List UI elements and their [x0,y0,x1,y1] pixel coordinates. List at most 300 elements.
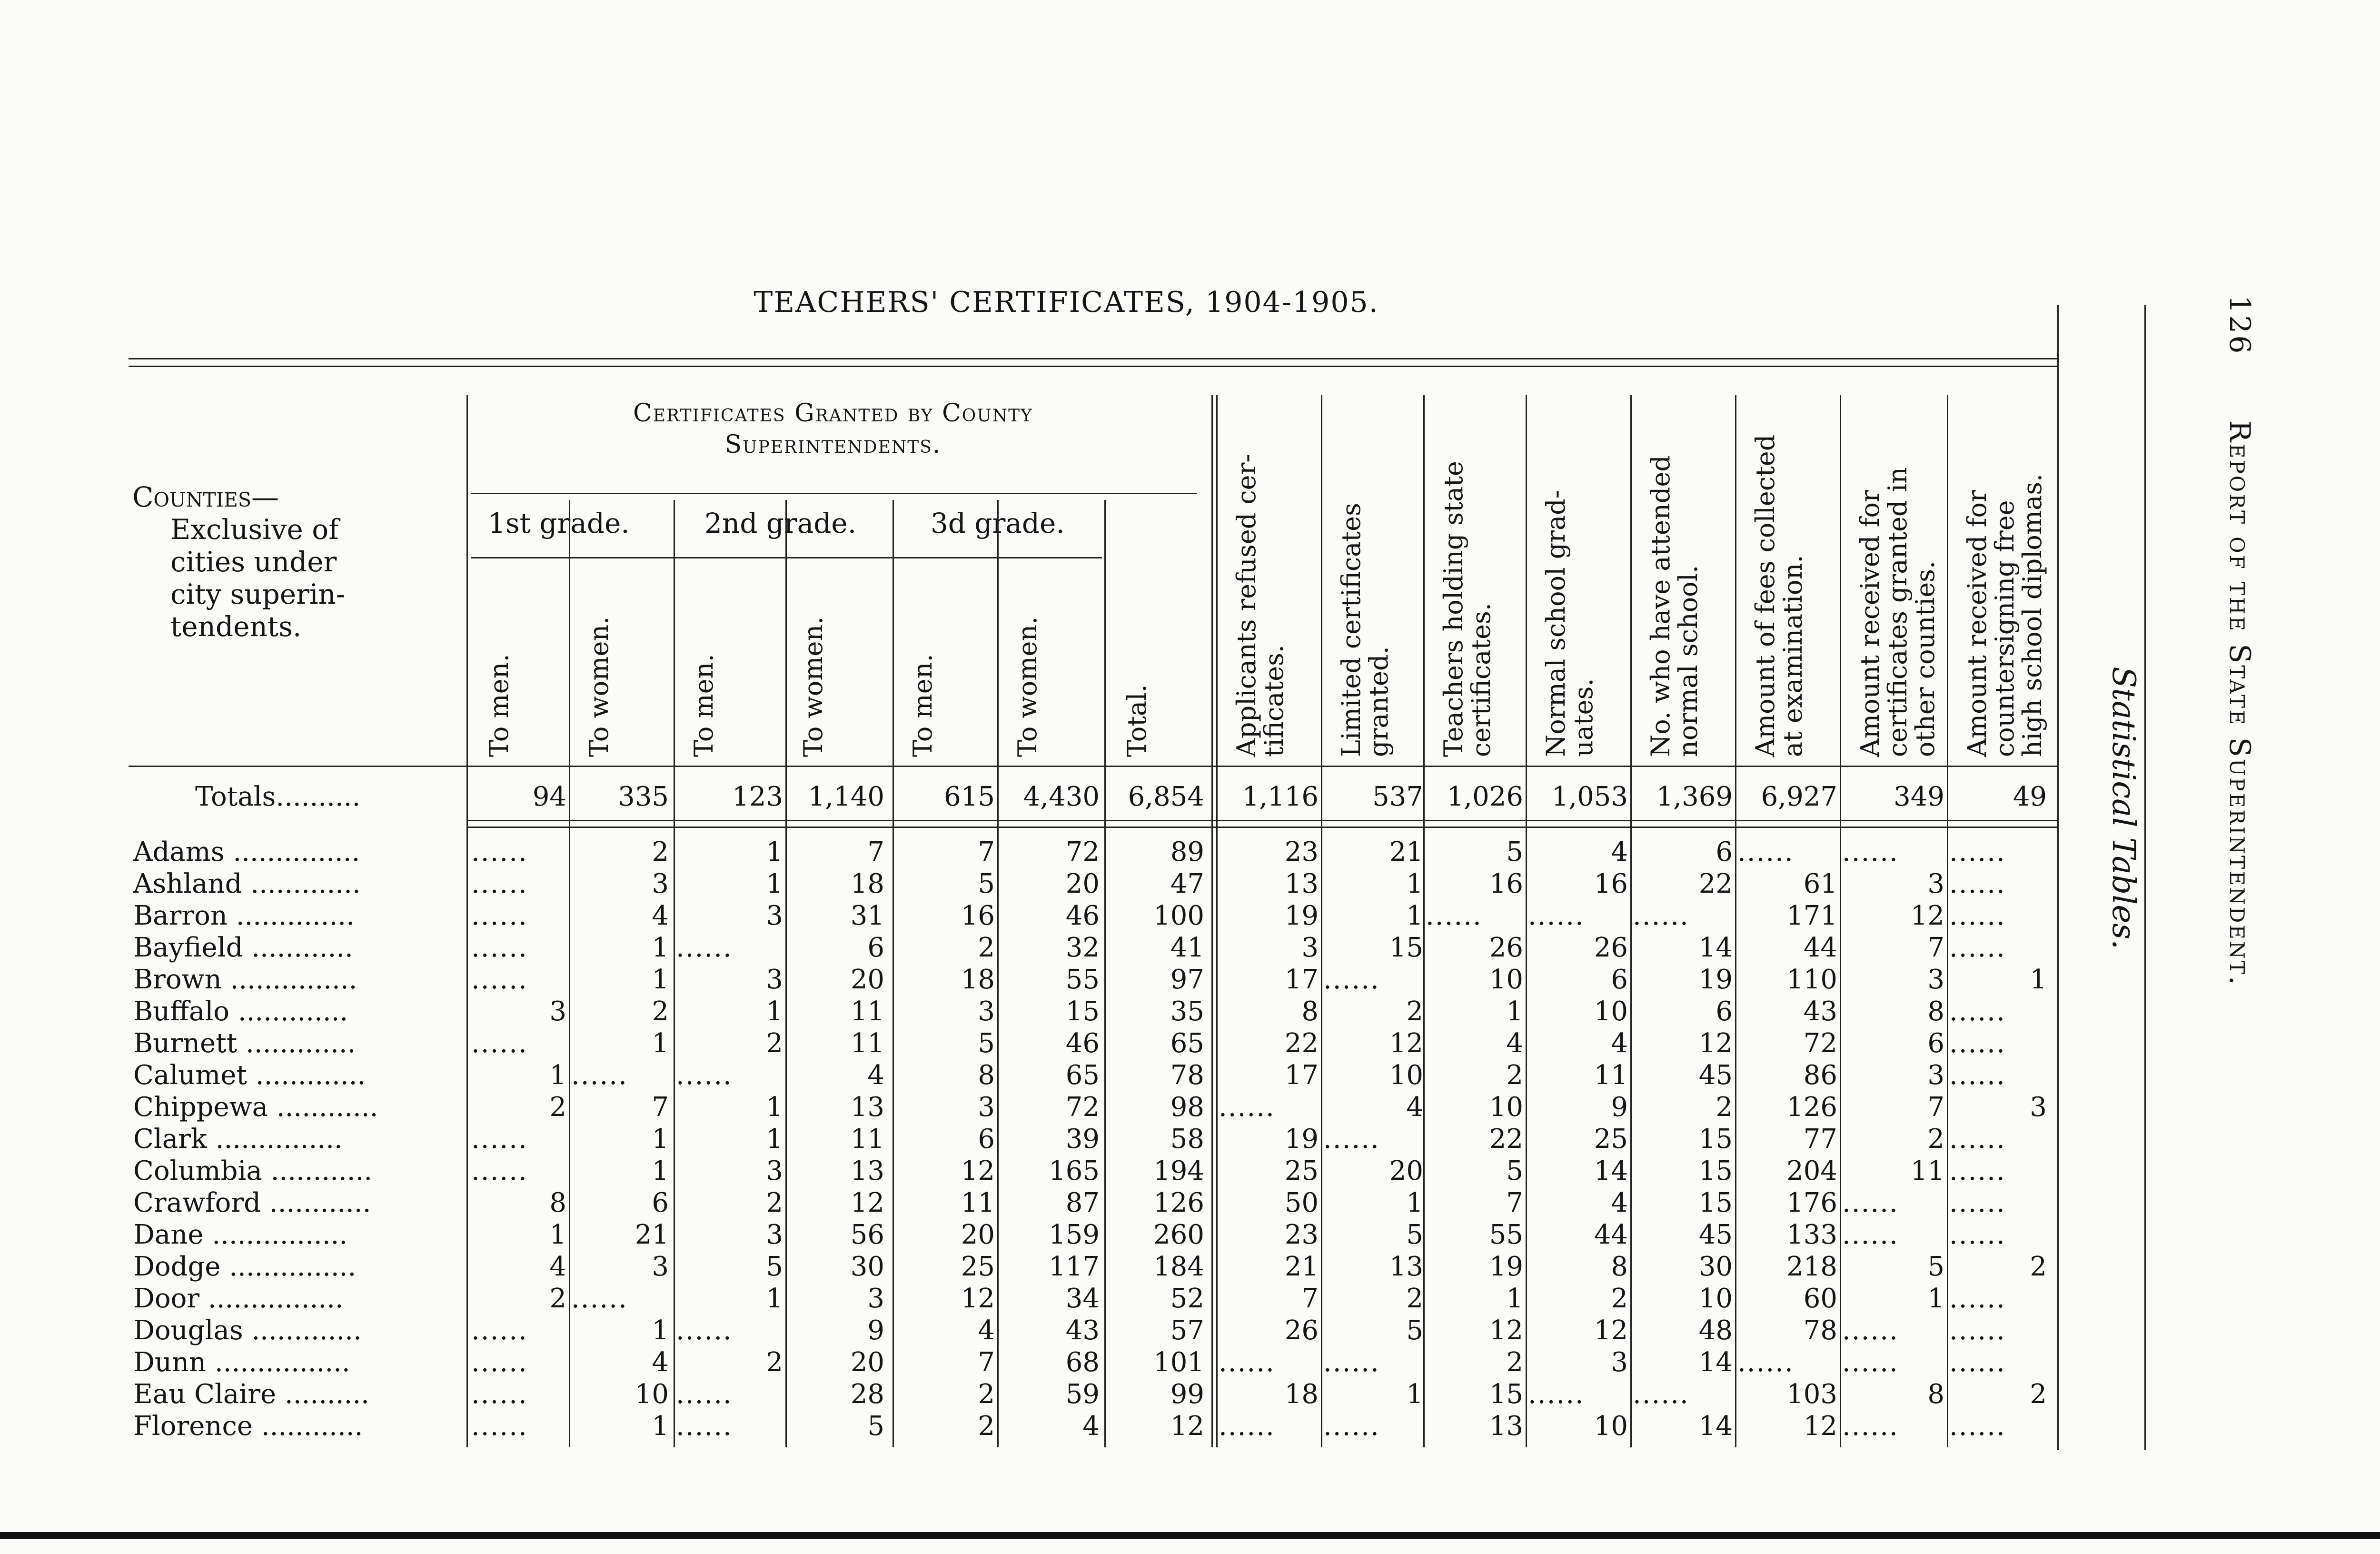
table-cell: 2 [2030,1251,2047,1282]
table-cell: ...... [1842,1219,1899,1250]
column-header-line: To men. [908,654,938,757]
table-cell: 1,140 [808,781,884,812]
table-cell: 12 [850,1187,884,1218]
table-cell: 65 [1065,1060,1100,1091]
table-cell: ...... [1842,1347,1899,1378]
table-cell: 2 [978,1379,995,1410]
counties-header-line: city superin- [170,578,346,610]
running-title [2223,295,2256,987]
column-header [800,424,827,757]
table-cell: 1 [766,996,783,1027]
table-cell: 26 [1284,1315,1319,1346]
table-cell: 6 [1611,964,1628,995]
table-cell: ...... [1219,1092,1275,1123]
table-cell: ...... [1949,1156,2006,1186]
table-cell: 30 [1698,1251,1733,1282]
table-cell: 1 [766,837,783,867]
table-cell: 15 [1698,1156,1733,1186]
grade-1-header: 1st grade. [488,507,630,539]
table-cell: 58 [1170,1124,1204,1155]
table-cell: 30 [850,1251,884,1282]
table-cell: ...... [1949,837,2006,867]
table-cell: ...... [1633,900,1689,931]
table-cell: 25 [1594,1124,1628,1155]
column-rule [1216,395,1218,1447]
table-cell: ...... [1219,1411,1275,1442]
table-cell: ...... [1949,1315,2006,1346]
grade-2-header: 2nd grade. [704,507,857,539]
table-row [0,1155,2047,1187]
table-cell: ...... [1949,932,2006,963]
column-rule [785,500,787,1447]
counties-header-rule [132,766,446,767]
table-cell: 65 [1170,1028,1204,1059]
table-cell: 7 [867,837,884,867]
table-cell: 3 [1301,932,1319,963]
table-cell: 2 [1927,1124,1944,1155]
table-cell: 2 [1406,996,1423,1027]
table-row [0,1027,2047,1059]
table-cell: 2 [549,1283,566,1314]
table-cell: 4 [1082,1411,1100,1442]
column-header [1233,424,1288,757]
table-cell: 1,053 [1551,781,1628,812]
table-cell: 4 [1611,837,1628,867]
table-cell: 1 [652,1156,669,1186]
table-cell: 3 [2030,1092,2047,1123]
table-cell: 17 [1284,964,1319,995]
table-cell: ...... [471,1379,528,1410]
table-cell: 87 [1065,1187,1100,1218]
column-header [1440,424,1495,757]
table-cell: 11 [850,1124,884,1155]
column-header-line: Amount received for [1855,490,1885,757]
table-cell: 20 [850,1347,884,1378]
table-cell: ...... [471,1028,528,1059]
table-cell: 26 [1594,932,1628,963]
table-cell: ...... [1949,1347,2006,1378]
table-cell: 171 [1786,900,1837,931]
table-cell: 52 [1170,1283,1204,1314]
table-cell: 1 [652,964,669,995]
counties-header-line: tendents. [170,610,302,643]
table-cell: 1 [766,1283,783,1314]
table-cell: 86 [1803,1060,1837,1091]
table-cell: 10 [1489,964,1523,995]
table-cell: ...... [676,1411,733,1442]
table-cell: 46 [1065,1028,1100,1059]
table-cell: ...... [571,1060,628,1091]
table-cell: 2 [766,1028,783,1059]
table-cell: 123 [732,781,783,812]
column-header-line: high school diplomas. [2017,473,2047,757]
table-cell: 44 [1594,1219,1628,1250]
table-cell: 18 [961,964,995,995]
table-cell: 2 [652,837,669,867]
table-row [0,1059,2047,1091]
table-cell: 1 [1506,996,1523,1027]
table-cell: 2 [766,1347,783,1378]
table-cell: 1 [1406,868,1423,899]
table-cell: 47 [1170,868,1204,899]
table-cell: 72 [1065,1092,1100,1123]
column-rule [892,500,894,1447]
totals-rule [466,820,2057,821]
table-cell: 22 [1698,868,1733,899]
county-name: Columbia ............ [133,1156,373,1186]
table-cell: 49 [2013,781,2047,812]
table-cell: ...... [1737,837,1794,867]
table-cell: 43 [1065,1315,1100,1346]
table-cell: ...... [1949,868,2006,899]
table-cell: 6 [867,932,884,963]
page-title: TEACHERS' CERTIFICATES, 1904-1905. [754,286,1379,319]
table-cell: ...... [676,932,733,963]
column-header-line: at examination. [1778,555,1808,757]
column-header-line: To women. [1012,616,1042,757]
table-cell: 2 [2030,1379,2047,1410]
table-cell: 59 [1065,1379,1100,1410]
table-cell: ...... [1949,1411,2006,1442]
table-cell: 15 [1698,1187,1733,1218]
table-cell: 97 [1170,964,1204,995]
table-cell: 4 [867,1060,884,1091]
column-header-line: To women. [584,616,614,757]
table-row [0,836,2047,868]
table-cell: 20 [961,1219,995,1250]
table-cell: 9 [867,1315,884,1346]
table-top-rule [129,358,2057,359]
table-cell: ...... [1219,1347,1275,1378]
page-number: 126 [2223,295,2256,356]
running-title-text: Report of the State Superintendent. [2223,420,2256,987]
table-cell: 133 [1786,1219,1837,1250]
table-cell: 11 [961,1187,995,1218]
column-rule [1211,395,1213,1447]
column-header [1856,424,1939,757]
table-cell: 5 [1406,1315,1423,1346]
table-cell: 1 [1406,900,1423,931]
table-cell: 19 [1284,1124,1319,1155]
table-cell: ...... [1633,1379,1689,1410]
table-cell: 4 [1506,1028,1523,1059]
column-header-line: Teachers holding state [1438,461,1468,757]
column-header-line: Amount of fees collected [1750,434,1780,757]
table-cell: 1 [652,932,669,963]
table-cell: 35 [1170,996,1204,1027]
table-cell: 19 [1698,964,1733,995]
table-cell: 184 [1153,1251,1204,1282]
table-cell: 1 [1506,1283,1523,1314]
column-header [1964,424,2046,757]
column-header [486,424,513,757]
table-cell: 1 [652,1411,669,1442]
table-cell: 14 [1594,1156,1628,1186]
table-cell: 12 [961,1156,995,1186]
county-name: Barron .............. [133,900,355,931]
table-cell: ...... [1323,1347,1380,1378]
table-cell: ...... [471,1156,528,1186]
county-name: Calumet ............. [133,1060,366,1091]
table-cell: 1 [652,1028,669,1059]
table-cell: 6,927 [1761,781,1837,812]
table-row [0,1219,2047,1251]
table-cell: 25 [1284,1156,1319,1186]
table-row [0,1410,2047,1442]
table-cell: 3 [766,900,783,931]
county-name: Dunn ................ [133,1347,350,1378]
table-cell: 39 [1065,1124,1100,1155]
table-cell: 1 [1406,1379,1423,1410]
column-rule [997,500,999,1447]
table-row [0,996,2047,1027]
table-cell: 57 [1170,1315,1204,1346]
table-cell: 20 [1389,1156,1423,1186]
column-header-line: No. who have attended [1646,455,1676,757]
table-cell: 7 [1927,932,1944,963]
table-cell: 8 [1927,996,1944,1027]
table-cell: 10 [1489,1092,1523,1123]
table-cell: ...... [1949,1028,2006,1059]
table-cell: ...... [471,1124,528,1155]
table-cell: 537 [1372,781,1423,812]
table-cell: 13 [1489,1411,1523,1442]
table-cell: 3 [766,964,783,995]
table-cell: 14 [1698,1411,1733,1442]
table-cell: ...... [676,1315,733,1346]
table-cell: 34 [1065,1283,1100,1314]
table-cell: 204 [1786,1156,1837,1186]
column-header [1338,424,1393,757]
column-header-line: certificates. [1466,603,1496,757]
table-cell: 18 [1284,1379,1319,1410]
table-cell: 46 [1065,900,1100,931]
table-cell: 13 [850,1092,884,1123]
table-cell: ...... [1949,1060,2006,1091]
table-cell: 4 [549,1251,566,1282]
column-header-line: Normal school grad- [1541,490,1571,757]
column-rule [1735,395,1736,1447]
table-cell: 2 [1611,1283,1628,1314]
table-cell: 11 [850,996,884,1027]
table-cell: 1 [652,1124,669,1155]
column-header [1752,424,1807,757]
table-cell: 4 [1611,1187,1628,1218]
table-cell: 260 [1153,1219,1204,1250]
column-rule [1947,395,1948,1447]
table-cell: 3 [766,1219,783,1250]
column-header-line: granted. [1364,646,1394,757]
table-cell: 44 [1803,932,1837,963]
table-cell: 159 [1049,1219,1100,1250]
table-cell: 25 [961,1251,995,1282]
table-top-rule-2 [129,366,2057,367]
table-cell: 4 [652,900,669,931]
table-cell: 3 [1611,1347,1628,1378]
table-cell: 12 [1594,1315,1628,1346]
table-cell: 50 [1284,1187,1319,1218]
table-cell: 5 [978,1028,995,1059]
table-cell: 3 [1927,1060,1944,1091]
table-cell: 10 [635,1379,669,1410]
table-cell: 89 [1170,837,1204,867]
table-cell: 10 [1594,1411,1628,1442]
table-cell: 7 [1301,1283,1319,1314]
table-cell: 56 [850,1219,884,1250]
table-cell: 1 [766,1092,783,1123]
table-cell: 20 [1065,868,1100,899]
table-cell: 72 [1803,1028,1837,1059]
table-cell: 16 [1489,868,1523,899]
table-cell: ...... [1949,900,2006,931]
right-rule-inner [2057,305,2059,1450]
county-name: Dodge ............... [133,1251,357,1282]
table-cell: 1 [1927,1283,1944,1314]
table-cell: 3 [978,996,995,1027]
table-cell: 9 [1611,1092,1628,1123]
table-cell: 4 [978,1315,995,1346]
column-header-line: To men. [484,654,514,757]
table-cell: 12 [961,1283,995,1314]
table-cell: 8 [1927,1379,1944,1410]
column-header-line: Total. [1122,684,1152,757]
column-rule [569,500,570,1447]
column-header [690,424,718,757]
table-cell: 12 [1698,1028,1733,1059]
table-cell: 16 [1594,868,1628,899]
table-cell: 7 [1506,1187,1523,1218]
table-row [0,1315,2047,1346]
table-cell: 5 [1506,837,1523,867]
table-cell: 60 [1803,1283,1837,1314]
table-cell: 4,430 [1023,781,1100,812]
table-cell: 2 [978,932,995,963]
table-cell: 1 [549,1219,566,1250]
table-row [0,868,2047,900]
county-name: Douglas ............. [133,1315,362,1346]
table-cell: 22 [1284,1028,1319,1059]
county-name: Door ................ [133,1283,344,1314]
table-cell: 100 [1153,900,1204,931]
table-cell: 8 [549,1187,566,1218]
column-header-line: Applicants refused cer- [1231,454,1261,757]
table-cell: 10 [1698,1283,1733,1314]
table-cell: 4 [1406,1092,1423,1123]
table-cell: 15 [1489,1379,1523,1410]
table-row [0,1283,2047,1315]
county-name: Bayfield ............ [133,932,353,963]
table-cell: 218 [1786,1251,1837,1282]
group-header-line: Certificates Granted by County [633,399,1033,428]
column-header [1542,424,1597,757]
totals-rule-2 [466,827,2057,828]
county-name: Adams ............... [133,837,360,867]
table-cell: 17 [1284,1060,1319,1091]
table-cell: 78 [1170,1060,1204,1091]
table-cell: ...... [1842,1315,1899,1346]
table-cell: 1 [652,1315,669,1346]
table-cell: 5 [1927,1251,1944,1282]
table-cell: 1 [766,1124,783,1155]
table-cell: 11 [1910,1156,1944,1186]
column-header [585,424,613,757]
table-cell: ...... [1323,964,1380,995]
group-header-line: Superintendents. [724,430,942,459]
table-cell: 11 [850,1028,884,1059]
table-cell: 10 [1389,1060,1423,1091]
table-cell: 21 [635,1219,669,1250]
column-header-line: countersigning free [1990,500,2020,757]
table-cell: ...... [471,868,528,899]
county-name: Florence ............ [133,1411,363,1442]
table-cell: 615 [944,781,995,812]
table-cell: 19 [1284,900,1319,931]
table-cell: 8 [1611,1251,1628,1282]
column-header-line: To men. [689,654,719,757]
column-header-line: uates. [1568,678,1598,757]
table-cell: 7 [1927,1092,1944,1123]
table-cell: 1 [1406,1187,1423,1218]
column-rule [1321,395,1322,1447]
table-cell: 12 [1489,1315,1523,1346]
table-row [0,964,2047,996]
counties-header-lead: Counties— [132,481,279,513]
table-cell: 99 [1170,1379,1204,1410]
table-cell: ...... [1949,1187,2006,1218]
grade-3-header: 3d grade. [931,507,1065,539]
column-rule [1630,395,1632,1447]
table-cell: 13 [1284,868,1319,899]
table-cell: 7 [978,837,995,867]
table-cell: 19 [1489,1251,1523,1282]
county-name: Ashland ............. [133,868,361,899]
table-cell: 14 [1698,1347,1733,1378]
table-cell: 8 [1301,996,1319,1027]
column-rule [1840,395,1841,1447]
column-header-line: Limited certificates [1336,503,1366,757]
table-cell: 6 [652,1187,669,1218]
table-cell: 45 [1698,1219,1733,1250]
table-cell: 13 [850,1156,884,1186]
table-cell: 77 [1803,1124,1837,1155]
county-name: Chippewa ............ [133,1092,378,1123]
table-cell: 11 [1594,1060,1628,1091]
table-cell: 3 [978,1092,995,1123]
table-cell: 2 [1506,1347,1523,1378]
table-cell: 26 [1489,932,1523,963]
table-cell: ...... [1949,1283,2006,1314]
column-rule [1423,395,1425,1447]
column-header-line: other counties. [1910,560,1940,757]
county-name: Buffalo ............. [133,996,348,1027]
table-cell: 335 [618,781,669,812]
table-cell: 103 [1786,1379,1837,1410]
table-row [0,1123,2047,1155]
table-cell: 8 [978,1060,995,1091]
table-cell: 21 [1284,1251,1319,1282]
table-cell: ...... [1426,900,1482,931]
table-cell: ...... [471,964,528,995]
column-rule [466,395,468,1447]
table-cell: 3 [867,1283,884,1314]
table-cell: 2 [1406,1283,1423,1314]
table-cell: 14 [1698,932,1733,963]
table-cell: ...... [1949,1219,2006,1250]
table-cell: 5 [766,1251,783,1282]
table-cell: 20 [850,964,884,995]
table-row [0,1251,2047,1283]
table-cell: 5 [1406,1219,1423,1250]
